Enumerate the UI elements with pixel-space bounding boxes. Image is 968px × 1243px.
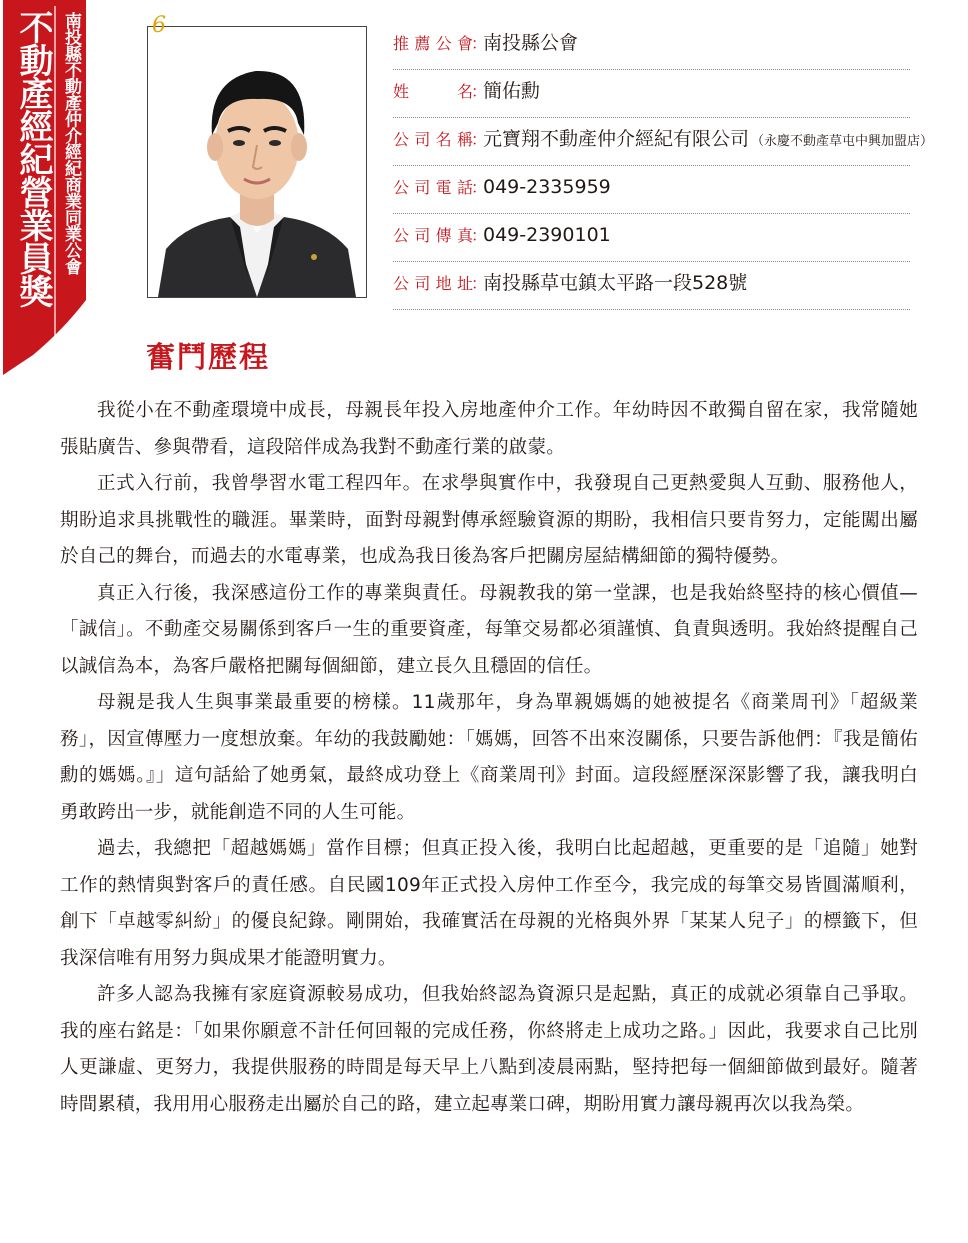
row-value: 南投縣草屯鎮太平路一段528號 bbox=[483, 272, 748, 294]
row-value: 南投縣公會 bbox=[483, 32, 579, 54]
story-paragraph: 過去，我總把「超越媽媽」當作目標；但真正投入後，我明白比起超越，更重要的是「追隨」她對工作的熱情與對客戶的責任感。自民國109年正式投入房仲工作至今，我完成的每筆交易皆圓滿順利，創下「卓越零糾紛」的優良紀錄。剛開始，我確實活在母親的光格與外界「某某人兒子」的標籤下，但我深信唯有用努力與成果才能證明實力。 bbox=[60, 838, 918, 969]
row-label: 公司傳真 bbox=[393, 226, 473, 245]
profile-row-fax bbox=[393, 214, 910, 262]
row-colon: ： bbox=[471, 130, 488, 149]
photo-number: 6 bbox=[152, 13, 166, 38]
row-label: 公司電話 bbox=[393, 178, 473, 197]
portrait-photo bbox=[147, 26, 367, 298]
award-title: 不動產經紀營業員獎 bbox=[13, 10, 53, 307]
story-paragraph: 許多人認為我擁有家庭資源較易成功，但我始終認為資源只是起點，真正的成就必須靠自己爭取。我的座右銘是：「如果你願意不計任何回報的完成任務，你終將走上成功之路。」因此，我要求自己比別人更謙虛、更努力，我提供服務的時間是每天早上八點到凌晨兩點，堅持把每一個細節做到最好。隨著時間累積，我用用心服務走出屬於自己的路，建立起專業口碑，期盼用實力讓母親再次以我為榮。 bbox=[60, 984, 918, 1115]
row-value bbox=[483, 126, 933, 155]
row-label: 推薦公會 bbox=[393, 34, 473, 53]
row-label: 公司名稱 bbox=[393, 130, 473, 149]
story-body bbox=[60, 393, 918, 1123]
award-ribbon bbox=[3, 0, 86, 375]
profile-info bbox=[393, 22, 934, 310]
row-colon: ： bbox=[471, 82, 488, 101]
profile-row-address bbox=[393, 262, 910, 310]
profile-row-name bbox=[393, 70, 910, 118]
row-value: 049-2390101 bbox=[483, 224, 611, 246]
section-title: 奮鬥歷程 bbox=[146, 340, 271, 374]
portrait-image bbox=[148, 27, 366, 297]
profile-row-company bbox=[393, 118, 934, 166]
row-label: 姓名 bbox=[393, 82, 473, 101]
row-colon: ： bbox=[471, 34, 488, 53]
story-paragraph: 母親是我人生與事業最重要的榜樣。11歲那年，身為單親媽媽的她被提名《商業周刊》「超級業務」，因宣傳壓力一度想放棄。年幼的我鼓勵她：「媽媽，回答不出來沒關係，只要告訴他們：『我是簡佑勳的媽媽。』」這句話給了她勇氣，最終成功登上《商業周刊》封面。這段經歷深深影響了我，讓我明白勇敢跨出一步，就能創造不同的人生可能。 bbox=[60, 692, 918, 823]
story-paragraph: 正式入行前，我曾學習水電工程四年。在求學與實作中，我發現自己更熱愛與人互動、服務他人，期盼追求具挑戰性的職涯。畢業時，面對母親對傳承經驗資源的期盼，我相信只要肯努力，定能闖出屬於自己的舞台，而過去的水電專業，也成為我日後為客戶把關房屋結構細節的獨特優勢。 bbox=[60, 473, 918, 567]
row-value: 049-2335959 bbox=[483, 176, 611, 198]
profile-row-association bbox=[393, 22, 910, 70]
row-colon: ： bbox=[471, 178, 488, 197]
row-colon: ： bbox=[471, 226, 488, 245]
row-label: 公司地址 bbox=[393, 274, 473, 293]
story-paragraph: 真正入行後，我深感這份工作的專業與責任。母親教我的第一堂課，也是我始終堅持的核心價值—「誠信」。不動產交易關係到客戶一生的重要資產，每筆交易都必須謹慎、負責與透明。我始終提醒自己以誠信為本，為客戶嚴格把關每個細節，建立長久且穩固的信任。 bbox=[60, 582, 918, 677]
row-colon: ： bbox=[471, 274, 488, 293]
row-value: 簡佑勳 bbox=[483, 80, 541, 102]
story-paragraph: 我從小在不動產環境中成長，母親長年投入房地產仲介工作。年幼時因不敢獨自留在家，我常隨她張貼廣告、參與帶看，這段陪伴成為我對不動產行業的啟蒙。 bbox=[60, 400, 918, 458]
company-name: 元寶翔不動產仲介經紀有限公司 bbox=[483, 128, 750, 150]
company-branch-note: （永慶不動產草屯中興加盟店） bbox=[751, 134, 934, 149]
profile-row-phone bbox=[393, 166, 910, 214]
association-name: 南投縣不動產仲介經紀商業同業公會 bbox=[61, 12, 81, 275]
